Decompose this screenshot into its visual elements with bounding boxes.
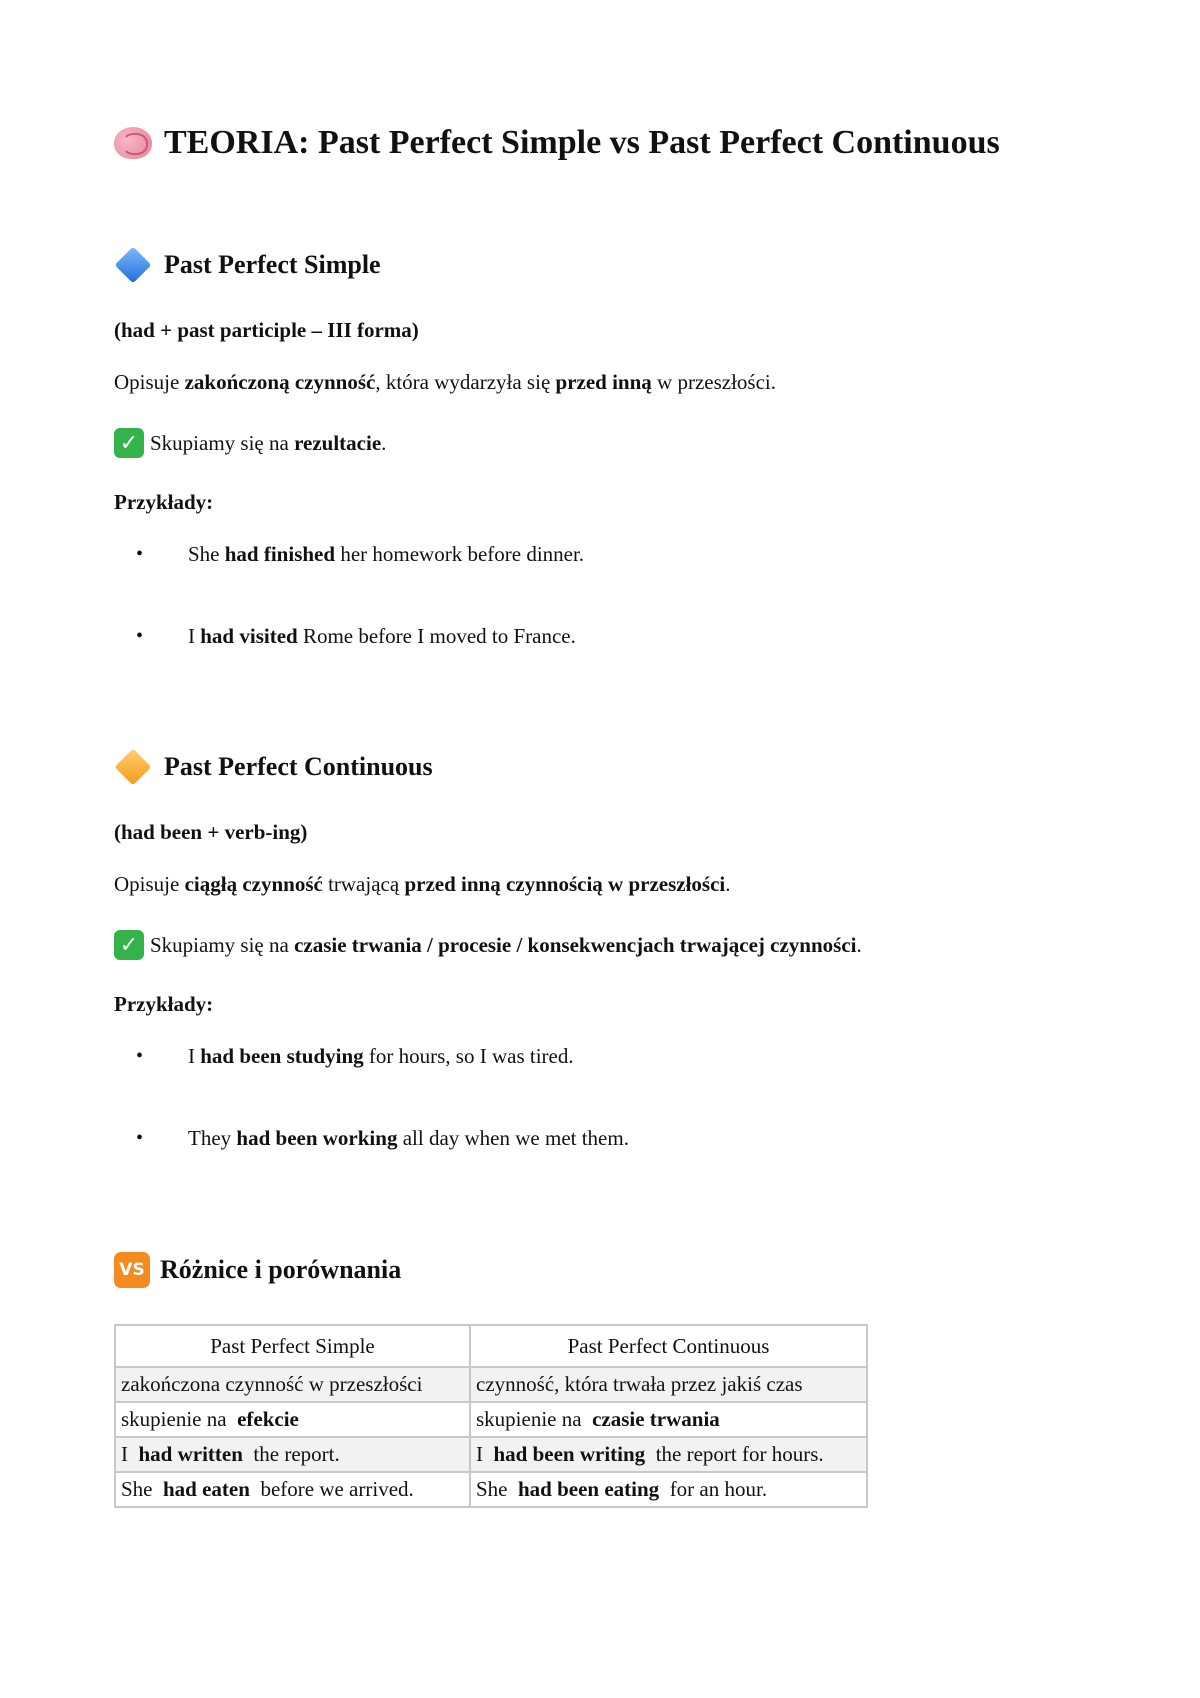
table-cell bbox=[470, 1437, 867, 1472]
text-span: trwającą bbox=[328, 872, 400, 896]
text-span: Skupiamy się na bbox=[150, 932, 289, 957]
text-span: the report. bbox=[248, 1442, 340, 1466]
focus-continuous bbox=[114, 930, 862, 960]
section-heading-compare bbox=[114, 1252, 401, 1288]
text-span: before we arrived. bbox=[255, 1477, 414, 1501]
text-span: I bbox=[188, 1044, 195, 1068]
table-header-cell: Past Perfect Simple bbox=[115, 1325, 470, 1367]
list-item bbox=[136, 1044, 574, 1069]
table-header-row bbox=[115, 1325, 867, 1367]
table-row bbox=[115, 1437, 867, 1472]
bold-span: had been eating bbox=[518, 1477, 660, 1501]
table-cell bbox=[470, 1402, 867, 1437]
check-mark-icon: ✓ bbox=[114, 930, 144, 960]
table-header-cell: Past Perfect Continuous bbox=[470, 1325, 867, 1367]
vs-icon: VS bbox=[114, 1252, 150, 1288]
table-cell bbox=[115, 1437, 470, 1472]
list-item bbox=[136, 1126, 629, 1151]
formula-simple: (had + past participle – III forma) bbox=[114, 318, 419, 342]
bold-span: przed inną bbox=[555, 370, 652, 394]
comparison-table bbox=[114, 1324, 868, 1508]
blue-diamond-icon bbox=[115, 247, 152, 284]
bold-span: had been studying bbox=[200, 1044, 364, 1068]
formula-continuous: (had been + verb-ing) bbox=[114, 820, 308, 844]
page-title bbox=[114, 124, 1000, 162]
text-span: czynność, która trwała przez jakiś czas bbox=[476, 1372, 803, 1396]
bold-span: czasie trwania / procesie / konsekwencjach trwającej czynności bbox=[294, 932, 857, 957]
section-heading-compare-text: Różnice i porównania bbox=[160, 1255, 402, 1284]
text-span: for hours, so I was tired. bbox=[368, 1044, 574, 1068]
bullet: • bbox=[136, 543, 144, 565]
text-span: I bbox=[121, 1442, 134, 1466]
orange-diamond-icon bbox=[115, 749, 152, 786]
table-row bbox=[115, 1402, 867, 1437]
table-cell bbox=[115, 1472, 470, 1507]
bold-span: zakończoną czynność bbox=[184, 370, 376, 394]
text-span: Opisuje bbox=[114, 370, 180, 394]
description-simple bbox=[114, 370, 776, 395]
bold-span: ciągłą czynność bbox=[184, 872, 323, 896]
page-title-text: TEORIA: Past Perfect Simple vs Past Perfect Continuous bbox=[164, 124, 1000, 161]
text-span: . bbox=[856, 932, 862, 957]
focus-simple bbox=[114, 428, 386, 458]
text-span: Skupiamy się na bbox=[150, 430, 289, 455]
bold-span: had been working bbox=[236, 1126, 398, 1150]
table-row bbox=[115, 1367, 867, 1402]
text-span: for an hour. bbox=[664, 1477, 768, 1501]
text-span: skupienie na bbox=[476, 1407, 587, 1431]
bold-span: efekcie bbox=[237, 1407, 299, 1431]
text-span: her homework before dinner. bbox=[340, 542, 585, 566]
text-span: I bbox=[188, 624, 195, 648]
text-span: . bbox=[725, 872, 731, 896]
text-span: She bbox=[476, 1477, 513, 1501]
text-span: She bbox=[188, 542, 220, 566]
text-span: zakończona czynność w przeszłości bbox=[121, 1372, 423, 1396]
table-cell bbox=[115, 1367, 470, 1402]
text-span: w przeszłości. bbox=[657, 370, 776, 394]
text-span: , która wydarzyła się bbox=[375, 370, 551, 394]
brain-icon bbox=[114, 127, 152, 159]
text-span: I bbox=[476, 1442, 489, 1466]
examples-label-continuous: Przykłady: bbox=[114, 992, 214, 1016]
section-heading-simple bbox=[114, 250, 381, 280]
text-span: the report for hours. bbox=[650, 1442, 824, 1466]
section-heading-continuous bbox=[114, 752, 433, 782]
text-span: She bbox=[121, 1477, 158, 1501]
text-span: Opisuje bbox=[114, 872, 180, 896]
text-span: skupienie na bbox=[121, 1407, 232, 1431]
check-mark-icon: ✓ bbox=[114, 428, 144, 458]
bold-span: czasie trwania bbox=[592, 1407, 720, 1431]
bold-span: had written bbox=[138, 1442, 243, 1466]
list-item bbox=[136, 542, 584, 567]
bold-span: przed inną czynnością w przeszłości bbox=[404, 872, 726, 896]
bold-span: had visited bbox=[200, 624, 298, 648]
description-continuous bbox=[114, 872, 731, 897]
section-heading-simple-text: Past Perfect Simple bbox=[164, 250, 381, 279]
list-item bbox=[136, 624, 576, 649]
table-cell bbox=[470, 1367, 867, 1402]
bold-span: rezultacie bbox=[294, 430, 382, 455]
bullet: • bbox=[136, 625, 144, 647]
text-span: They bbox=[188, 1126, 232, 1150]
bold-span: had eaten bbox=[163, 1477, 250, 1501]
text-span: . bbox=[381, 430, 387, 455]
table-cell bbox=[470, 1472, 867, 1507]
section-heading-continuous-text: Past Perfect Continuous bbox=[164, 752, 433, 781]
text-span: all day when we met them. bbox=[402, 1126, 629, 1150]
bullet: • bbox=[136, 1127, 144, 1149]
bold-span: had finished bbox=[224, 542, 336, 566]
examples-label-simple: Przykłady: bbox=[114, 490, 214, 514]
table-cell bbox=[115, 1402, 470, 1437]
bullet: • bbox=[136, 1045, 144, 1067]
bold-span: had been writing bbox=[493, 1442, 646, 1466]
text-span: Rome before I moved to France. bbox=[302, 624, 576, 648]
table-row bbox=[115, 1472, 867, 1507]
